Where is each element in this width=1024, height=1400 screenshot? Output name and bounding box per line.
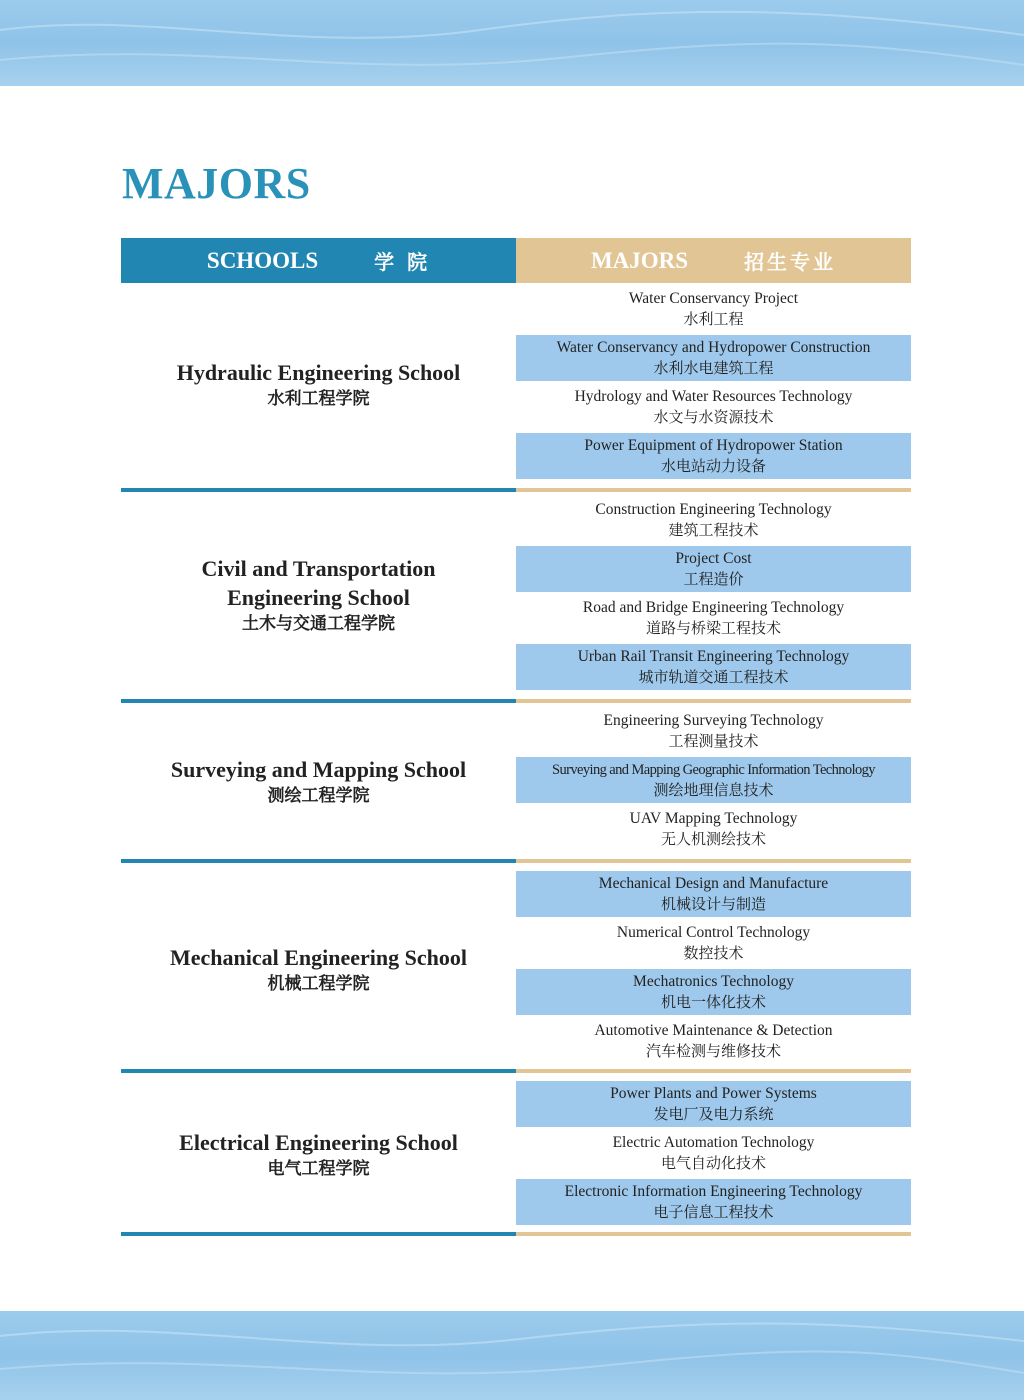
- major-name-en: Mechatronics Technology: [633, 972, 794, 990]
- school-name-en: Hydraulic Engineering School: [176, 359, 461, 385]
- table-header: [121, 238, 911, 283]
- major-name-zh: 水利水电建筑工程: [653, 358, 774, 377]
- major-item: [516, 644, 911, 690]
- major-name-en: Power Plants and Power Systems: [610, 1084, 817, 1102]
- major-name-zh: 水利工程: [683, 309, 744, 328]
- major-name-en: Electronic Information Engineering Technology: [564, 1182, 863, 1200]
- major-item: [516, 969, 911, 1015]
- major-name-en: Urban Rail Transit Engineering Technology: [577, 647, 850, 665]
- bottom-decorative-band: [0, 1311, 1024, 1400]
- major-name-en: Water Conservancy Project: [628, 289, 799, 307]
- page-title: MAJORS: [122, 159, 311, 208]
- major-item: [516, 546, 911, 592]
- schools-header-zh: 学 院: [374, 250, 431, 274]
- major-name-zh: 工程测量技术: [668, 731, 759, 750]
- major-name-en: Project Cost: [675, 549, 752, 567]
- major-name-zh: 电气自动化技术: [660, 1153, 766, 1172]
- major-name-zh: 测绘地理信息技术: [653, 780, 774, 799]
- major-name-en: Numerical Control Technology: [616, 923, 811, 941]
- majors-header-zh: 招生专业: [744, 250, 837, 274]
- school-name-zh: 水利工程学院: [267, 388, 370, 409]
- school-name-zh: 电气工程学院: [267, 1159, 370, 1179]
- major-item: [516, 1018, 911, 1064]
- school-cell: [121, 286, 516, 482]
- school-name-en: Mechanical Engineering School: [170, 944, 467, 970]
- water-wave-pattern: [0, 1311, 1024, 1400]
- major-item: [516, 335, 911, 381]
- major-name-zh: 水电站动力设备: [660, 456, 766, 475]
- majors-list: [516, 871, 911, 1067]
- major-name-zh: 电子信息工程技术: [653, 1202, 774, 1221]
- major-item: [516, 595, 911, 641]
- majors-list: [516, 1081, 911, 1228]
- schools-header-en: SCHOOLS: [206, 247, 319, 273]
- major-item: [516, 708, 911, 754]
- major-item: [516, 806, 911, 852]
- major-item: [516, 1130, 911, 1176]
- major-item: [516, 1179, 911, 1225]
- school-group-electrical: [121, 1081, 911, 1228]
- group-separator: [121, 488, 911, 492]
- schools-header: [121, 238, 516, 283]
- top-decorative-band: [0, 0, 1024, 86]
- school-name-zh: 机械工程学院: [267, 973, 370, 994]
- majors-header: [516, 238, 911, 283]
- major-item: [516, 871, 911, 917]
- major-name-zh: 工程造价: [683, 569, 744, 588]
- majors-list: [516, 708, 911, 855]
- group-separator: [121, 859, 911, 863]
- major-item: [516, 757, 911, 803]
- major-name-zh: 发电厂及电力系统: [653, 1104, 774, 1123]
- majors-list: [516, 497, 911, 693]
- major-name-en: Road and Bridge Engineering Technology: [582, 598, 845, 616]
- school-name-en: Electrical Engineering School: [179, 1130, 458, 1155]
- major-name-zh: 水文与水资源技术: [653, 407, 774, 426]
- major-name-en: Surveying and Mapping Geographic Information Technology: [552, 761, 875, 778]
- school-name-zh: 土木与交通工程学院: [242, 614, 395, 634]
- school-cell: [121, 497, 516, 693]
- school-group-hydraulic: [121, 286, 911, 482]
- majors-header-en: MAJORS: [590, 247, 689, 273]
- major-name-en: UAV Mapping Technology: [629, 809, 798, 827]
- major-item: [516, 384, 911, 430]
- school-name-zh: 测绘工程学院: [267, 786, 370, 806]
- major-item: [516, 433, 911, 479]
- major-name-en: Hydrology and Water Resources Technology: [574, 387, 853, 405]
- school-name-en: Surveying and Mapping School: [170, 757, 467, 782]
- major-name-zh: 建筑工程技术: [668, 520, 759, 539]
- major-name-zh: 城市轨道交通工程技术: [638, 667, 789, 686]
- major-name-zh: 机电一体化技术: [660, 992, 766, 1011]
- group-separator: [121, 1069, 911, 1073]
- school-group-surveying: [121, 708, 911, 855]
- majors-list: [516, 286, 911, 482]
- major-name-en: Construction Engineering Technology: [595, 500, 832, 518]
- group-separator: [121, 699, 911, 703]
- major-name-en: Mechanical Design and Manufacture: [598, 874, 829, 892]
- major-name-zh: 无人机测绘技术: [660, 829, 766, 848]
- school-group-civil: [121, 497, 911, 693]
- water-wave-pattern: [0, 0, 1024, 86]
- major-name-zh: 道路与桥梁工程技术: [645, 618, 781, 637]
- school-name-en: Civil and Transportation Engineering School: [201, 556, 436, 610]
- major-name-en: Power Equipment of Hydropower Station: [584, 436, 843, 454]
- school-cell: [121, 871, 516, 1067]
- major-item: [516, 1081, 911, 1127]
- school-cell: [121, 708, 516, 855]
- major-item: [516, 497, 911, 543]
- major-name-en: Water Conservancy and Hydropower Construction: [556, 338, 871, 356]
- major-name-zh: 数控技术: [683, 943, 744, 962]
- major-name-zh: 机械设计与制造: [660, 894, 766, 913]
- major-name-en: Electric Automation Technology: [612, 1133, 815, 1151]
- group-separator: [121, 1232, 911, 1236]
- major-item: [516, 920, 911, 966]
- major-item: [516, 286, 911, 332]
- school-cell: [121, 1081, 516, 1228]
- major-name-zh: 汽车检测与维修技术: [645, 1041, 781, 1060]
- major-name-en: Engineering Surveying Technology: [603, 711, 824, 729]
- majors-table: [121, 238, 911, 1236]
- major-name-en: Automotive Maintenance & Detection: [594, 1021, 833, 1039]
- school-group-mechanical: [121, 871, 911, 1067]
